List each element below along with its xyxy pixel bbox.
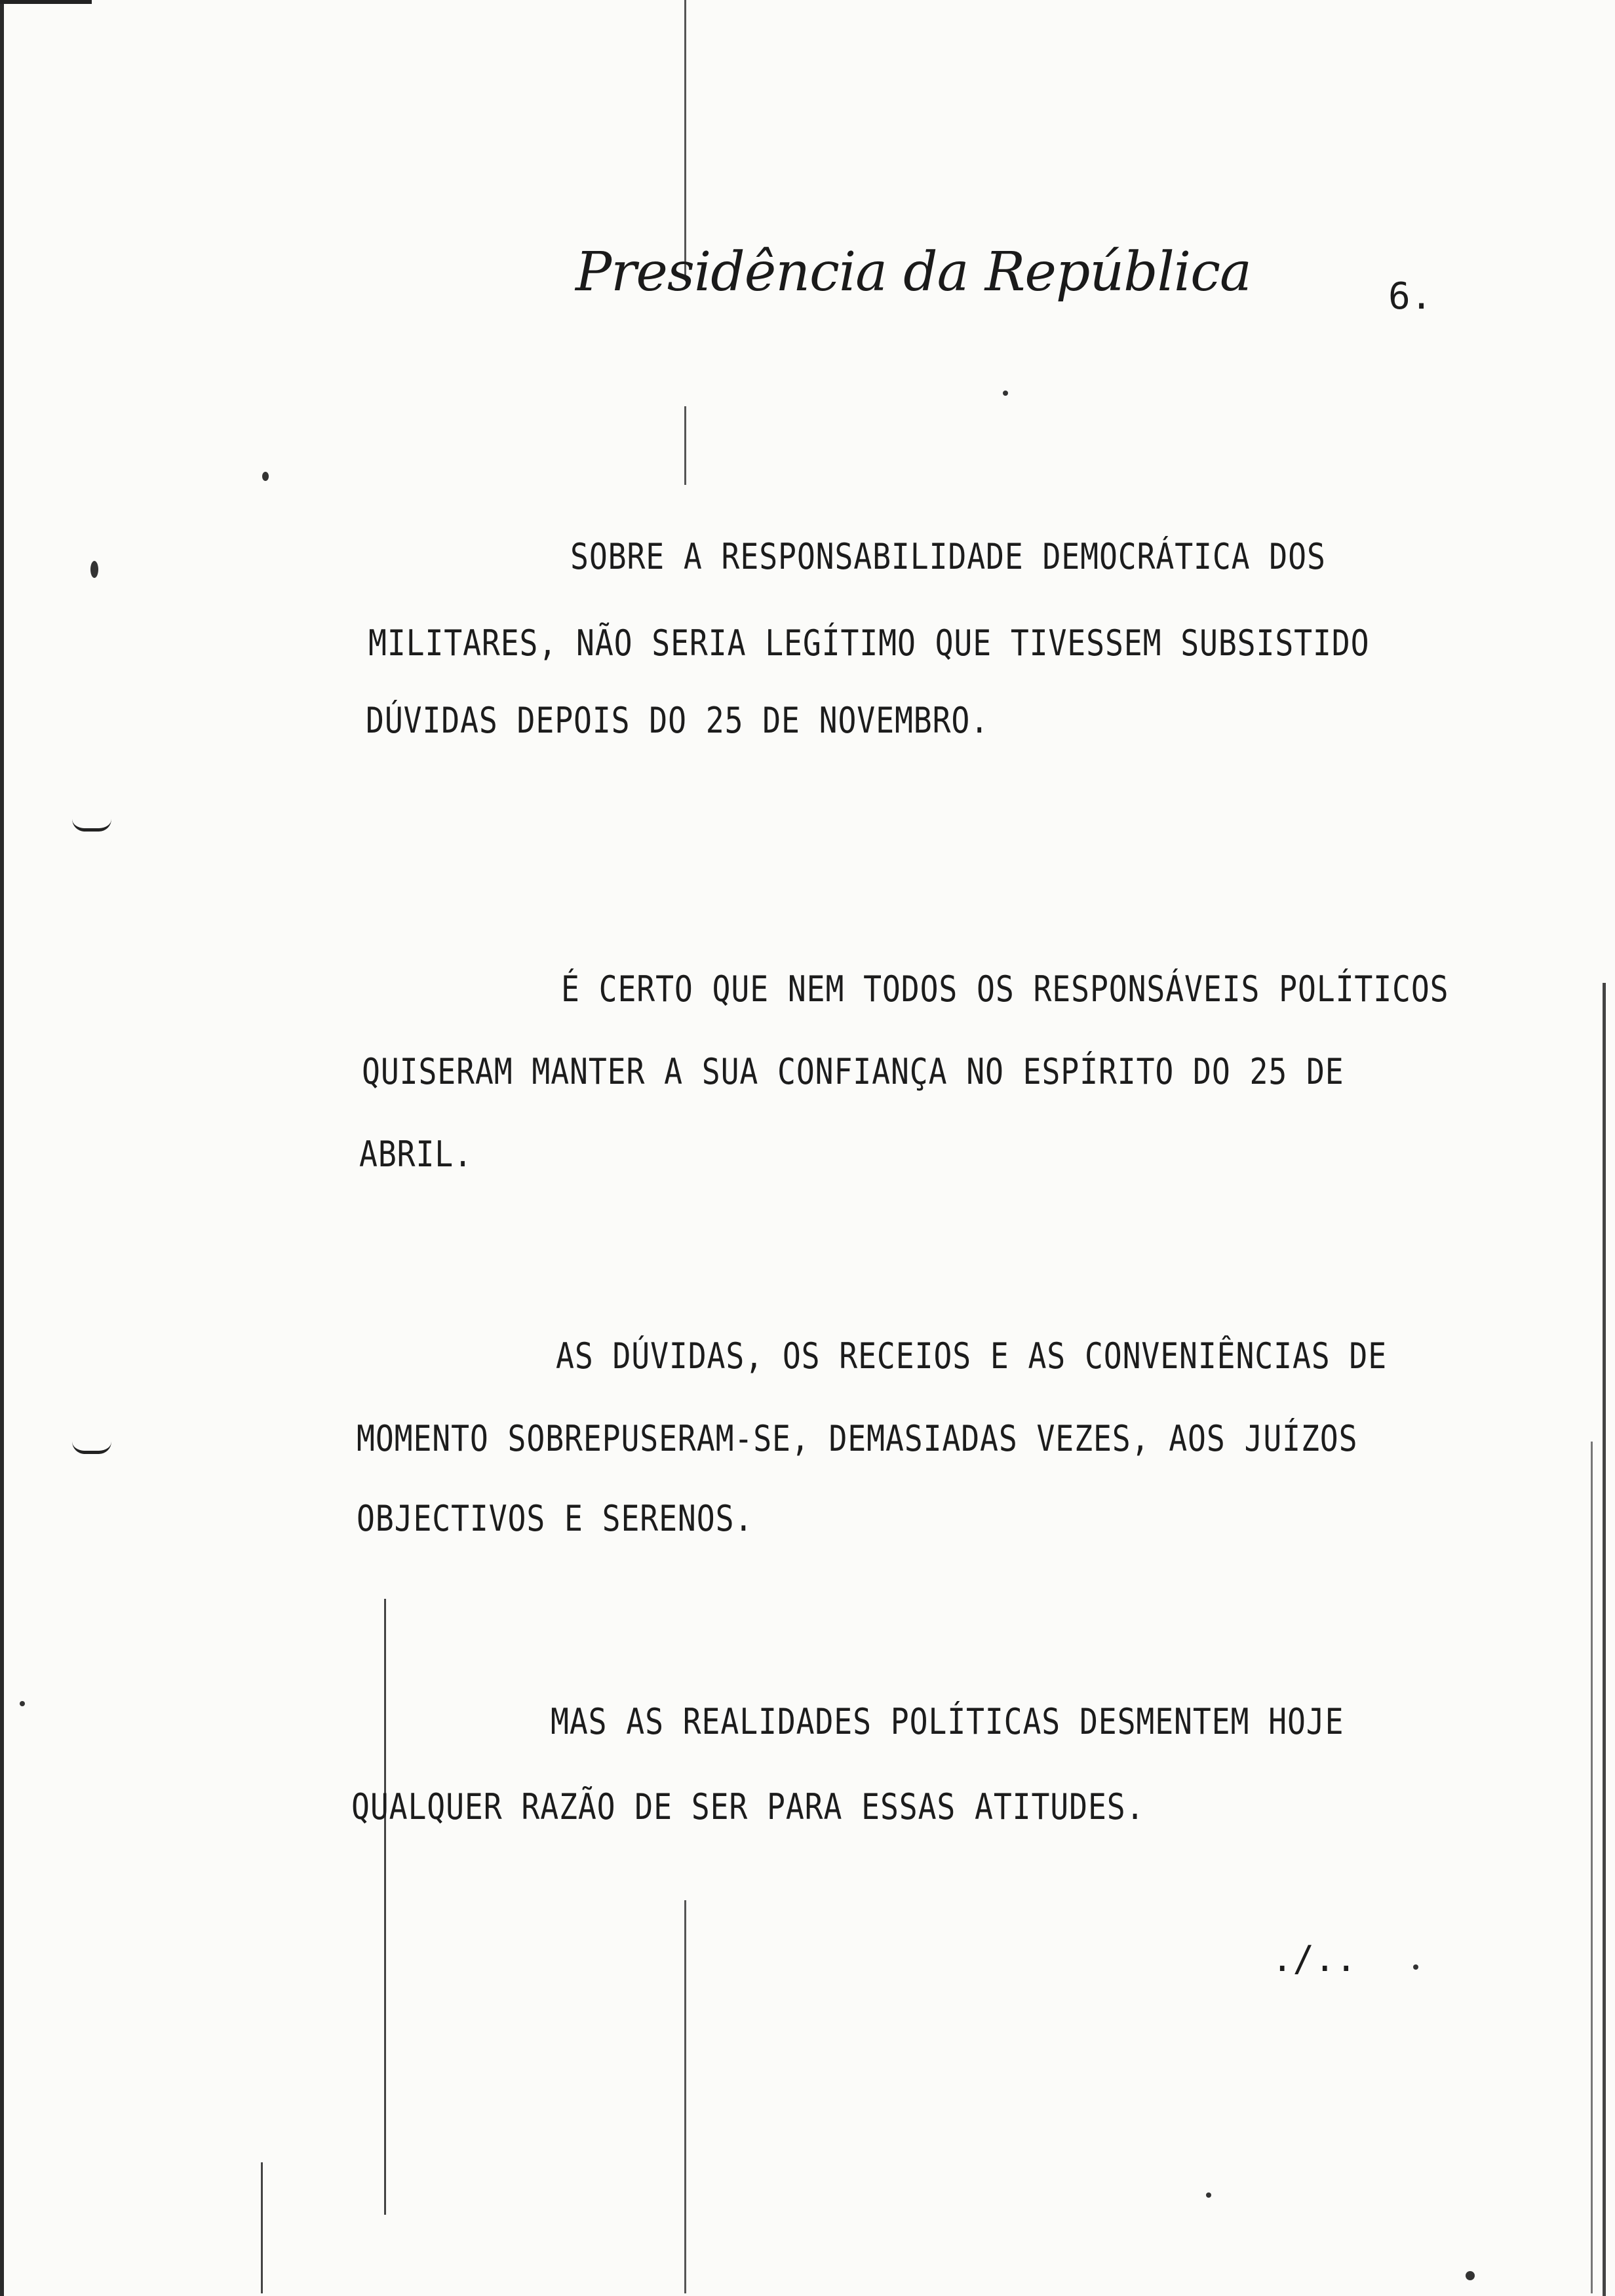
continuation-mark: ./..: [1272, 1938, 1357, 1980]
paragraph-4-line-1: MAS AS REALIDADES POLÍTICAS DESMENTEM HOJE: [551, 1701, 1344, 1742]
scan-edge-right-inner: [1591, 1442, 1593, 2293]
paragraph-4-line-2: QUALQUER RAZÃO DE SER PARA ESSAS ATITUDES.: [351, 1786, 1145, 1827]
paragraph-2-line-3: ABRIL.: [359, 1134, 473, 1175]
punch-hole-arc-upper: [72, 819, 111, 832]
scan-edge-right: [1603, 983, 1606, 2296]
scan-speck: [1003, 391, 1008, 396]
scan-top-bar: [0, 0, 92, 4]
paragraph-1-line-3: DÚVIDAS DEPOIS DO 25 DE NOVEMBRO.: [366, 700, 990, 741]
paragraph-2-line-1: É CERTO QUE NEM TODOS OS RESPONSÁVEIS POLÍTICOS: [561, 968, 1449, 1010]
scan-speck: [20, 1701, 25, 1706]
scan-speck: [1466, 2271, 1475, 2280]
punch-hole-arc-lower: [72, 1442, 111, 1454]
scan-bottom-line: [261, 2162, 263, 2293]
page-number: 6.: [1388, 275, 1433, 318]
scan-speck: [1413, 1964, 1418, 1970]
paragraph-1-line-1: SOBRE A RESPONSABILIDADE DEMOCRÁTICA DOS: [570, 536, 1326, 577]
fold-line-bottom: [684, 1900, 686, 2293]
scan-speck: [1206, 2192, 1211, 2198]
scan-edge-left: [0, 0, 4, 2296]
fold-line-upper: [684, 406, 686, 485]
paragraph-3-line-1: AS DÚVIDAS, OS RECEIOS E AS CONVENIÊNCIAS DE: [556, 1335, 1388, 1377]
paragraph-3-line-2: MOMENTO SOBREPUSERAM-SE, DEMASIADAS VEZES, AOS JUÍZOS: [357, 1418, 1358, 1459]
paragraph-1-line-2: MILITARES, NÃO SERIA LEGÍTIMO QUE TIVESSEM SUBSISTIDO: [368, 622, 1370, 664]
letterhead-title: Presidência da República: [575, 241, 1251, 303]
scan-speck: [90, 561, 98, 578]
paragraph-3-line-3: OBJECTIVOS E SERENOS.: [357, 1498, 754, 1539]
paragraph-2-line-2: QUISERAM MANTER A SUA CONFIANÇA NO ESPÍRITO DO 25 DE: [362, 1051, 1344, 1092]
scan-margin-line: [384, 1599, 386, 2215]
scan-speck: [262, 472, 269, 481]
fold-line-top: [684, 0, 686, 275]
